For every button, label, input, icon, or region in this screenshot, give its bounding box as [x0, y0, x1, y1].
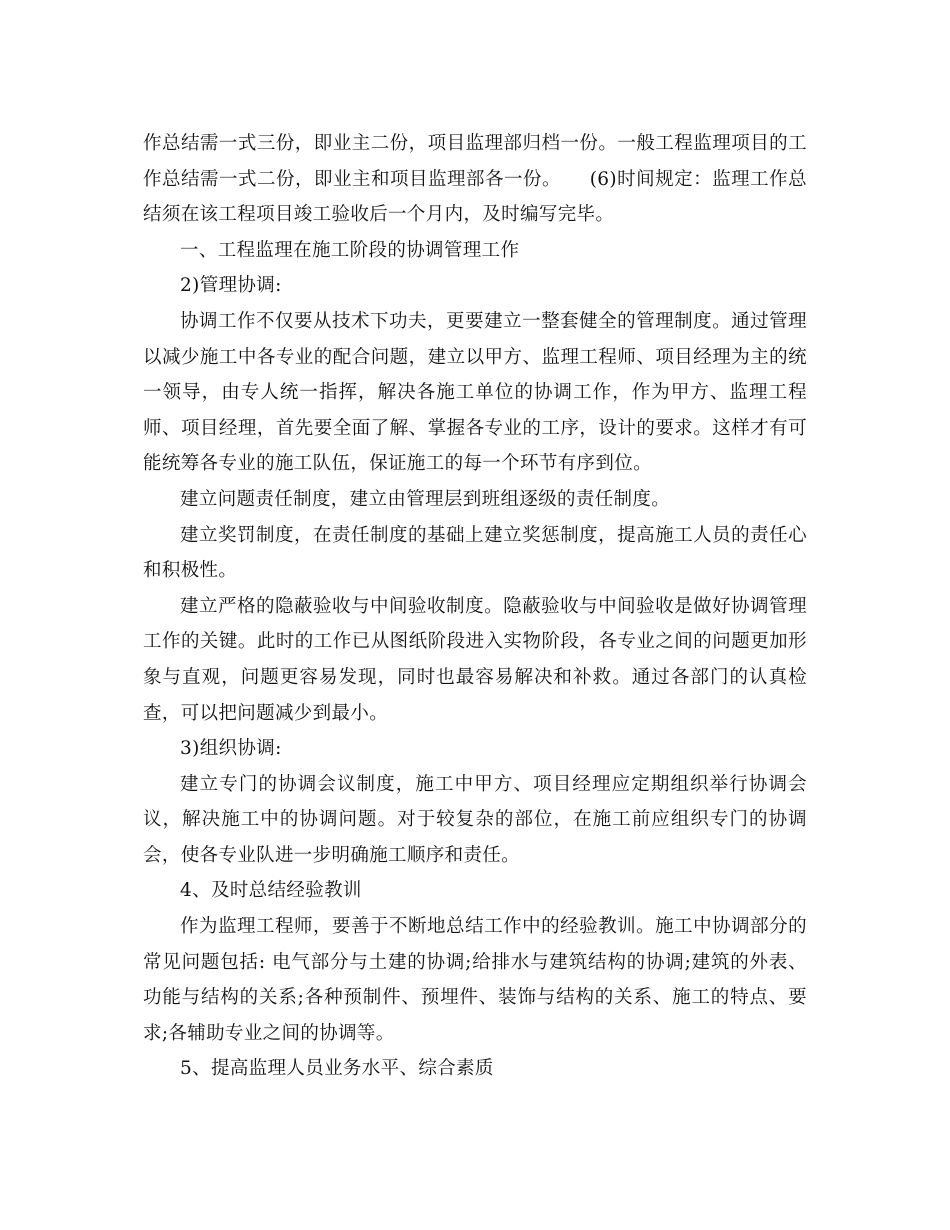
paragraph-acceptance-system: 建立严格的隐蔽验收与中间验收制度。隐蔽验收与中间验收是做好协调管理工作的关键。此时的工作已从图纸阶段进入实物阶段，各专业之间的问题更加形象与直观，问题更容易发现，同时也最容易解决和补救。通过各部门的认真检查，可以把问题减少到最小。	[143, 595, 807, 724]
paragraph-common-problems: 作为监理工程师，要善于不断地总结工作中的经验教训。施工中协调部分的常见问题包括: 电气部分与土建的协调;给排水与建筑结构的协调;建筑的外表、功能与结构的关系;各种预制件、预埋件、装饰与结构的关系、施工的特点、要求;各辅助专业之间的协调等。	[143, 916, 807, 1044]
heading-summarize-lessons: 4、及时总结经验教训	[180, 880, 362, 902]
document-body	[143, 126, 807, 1087]
paragraph-management-system: 协调工作不仅要从技术下功夫，更要建立一整套健全的管理制度。通过管理以减少施工中各专业的配合问题，建立以甲方、监理工程师、项目经理为主的统一领导，由专人统一指挥，解决各施工单位的协调工作，作为甲方、监理工程师、项目经理，首先要全面了解、掌握各专业的工序，设计的要求。这样才有可能统筹各专业的施工队伍，保证施工的每一个环节有序到位。	[143, 310, 807, 475]
paragraph-responsibility-system: 建立问题责任制度，建立由管理层到班组逐级的责任制度。	[180, 488, 671, 510]
heading-coordination-management: 一、工程监理在施工阶段的协调管理工作	[180, 239, 520, 261]
paragraph-summary-copies: 作总结需一式三份，即业主二份，项目监理部归档一份。一般工程监理项目的工作总结需一式二份，即业主和项目监理部各一份。 (6)时间规定：监理工作总结须在该工程项目竣工验收后一个月内，及时编写完毕。	[143, 133, 807, 226]
subheading-organization-coordination: 3)组织协调:	[180, 738, 282, 760]
paragraph-reward-penalty: 建立奖罚制度，在责任制度的基础上建立奖惩制度，提高施工人员的责任心和积极性。	[143, 524, 807, 582]
heading-improve-staff-quality: 5、提高监理人员业务水平、综合素质	[180, 1058, 494, 1080]
subheading-management-coordination: 2)管理协调:	[180, 275, 282, 297]
paragraph-coordination-meetings: 建立专门的协调会议制度，施工中甲方、项目经理应定期组织举行协调会议，解决施工中的协调问题。对于较复杂的部位，在施工前应组织专门的协调会，使各专业队进一步明确施工顺序和责任。	[143, 773, 807, 866]
